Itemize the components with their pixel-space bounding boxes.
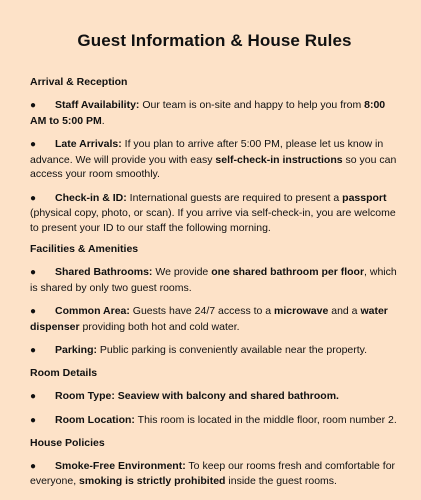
section-title-facilities: Facilities & Amenities xyxy=(30,243,139,255)
bullet-icon: ● xyxy=(30,415,37,426)
list-item-check-in-id: ● Check-in & ID: International guests are required to present a passport (physical copy, photo, or scan). If you arrive via self-check-in, you are welcome to present your ID to our staff the following morning. xyxy=(30,191,396,234)
section-title-house-policies: House Policies xyxy=(30,436,105,449)
bullet-icon: ● xyxy=(30,139,37,150)
bullet-icon: ● xyxy=(30,267,37,278)
list-item-common-area: ● Common Area: Guests have 24/7 access to a microwave and a water dispenser providing both hot and cold water. xyxy=(30,305,388,333)
list-item-smoke-free: ● Smoke-Free Environment: To keep our rooms fresh and comfortable for everyone, smoking is strictly prohibited inside the guest rooms. xyxy=(30,459,396,487)
section-title-arrival: Arrival & Reception xyxy=(30,76,128,88)
bullet-icon: ● xyxy=(30,345,37,356)
bullet-icon: ● xyxy=(30,306,37,317)
list-item-shared-bathrooms: ● Shared Bathrooms: We provide one shared bathroom per floor, which is shared by only two guest rooms. xyxy=(30,266,397,294)
list-item-parking: ● Parking: Public parking is conveniently available near the property. xyxy=(30,343,399,359)
bullet-icon: ● xyxy=(30,390,37,402)
list-item-room-type: ● Room Type: Seaview with balcony and shared bathroom. xyxy=(30,389,399,405)
page-title: Guest Information & House Rules xyxy=(77,31,352,50)
list-item-staff-availability: ● Staff Availability: Our team is on-site and happy to help you from 8:00 AM to 5:00 PM. xyxy=(30,99,386,127)
bullet-icon: ● xyxy=(30,192,37,204)
list-item-late-arrivals: ● Late Arrivals: If you plan to arrive after 5:00 PM, please let us know in advance. We will provide you with easy self-check-in instructions so you can access your room smoothly. xyxy=(30,138,397,180)
section-title-room-details: Room Details xyxy=(30,366,98,379)
bullet-icon: ● xyxy=(30,460,37,472)
list-item-room-location: ● Room Location: This room is located in the middle floor, room number 2. xyxy=(30,413,399,429)
bullet-icon: ● xyxy=(30,100,37,111)
